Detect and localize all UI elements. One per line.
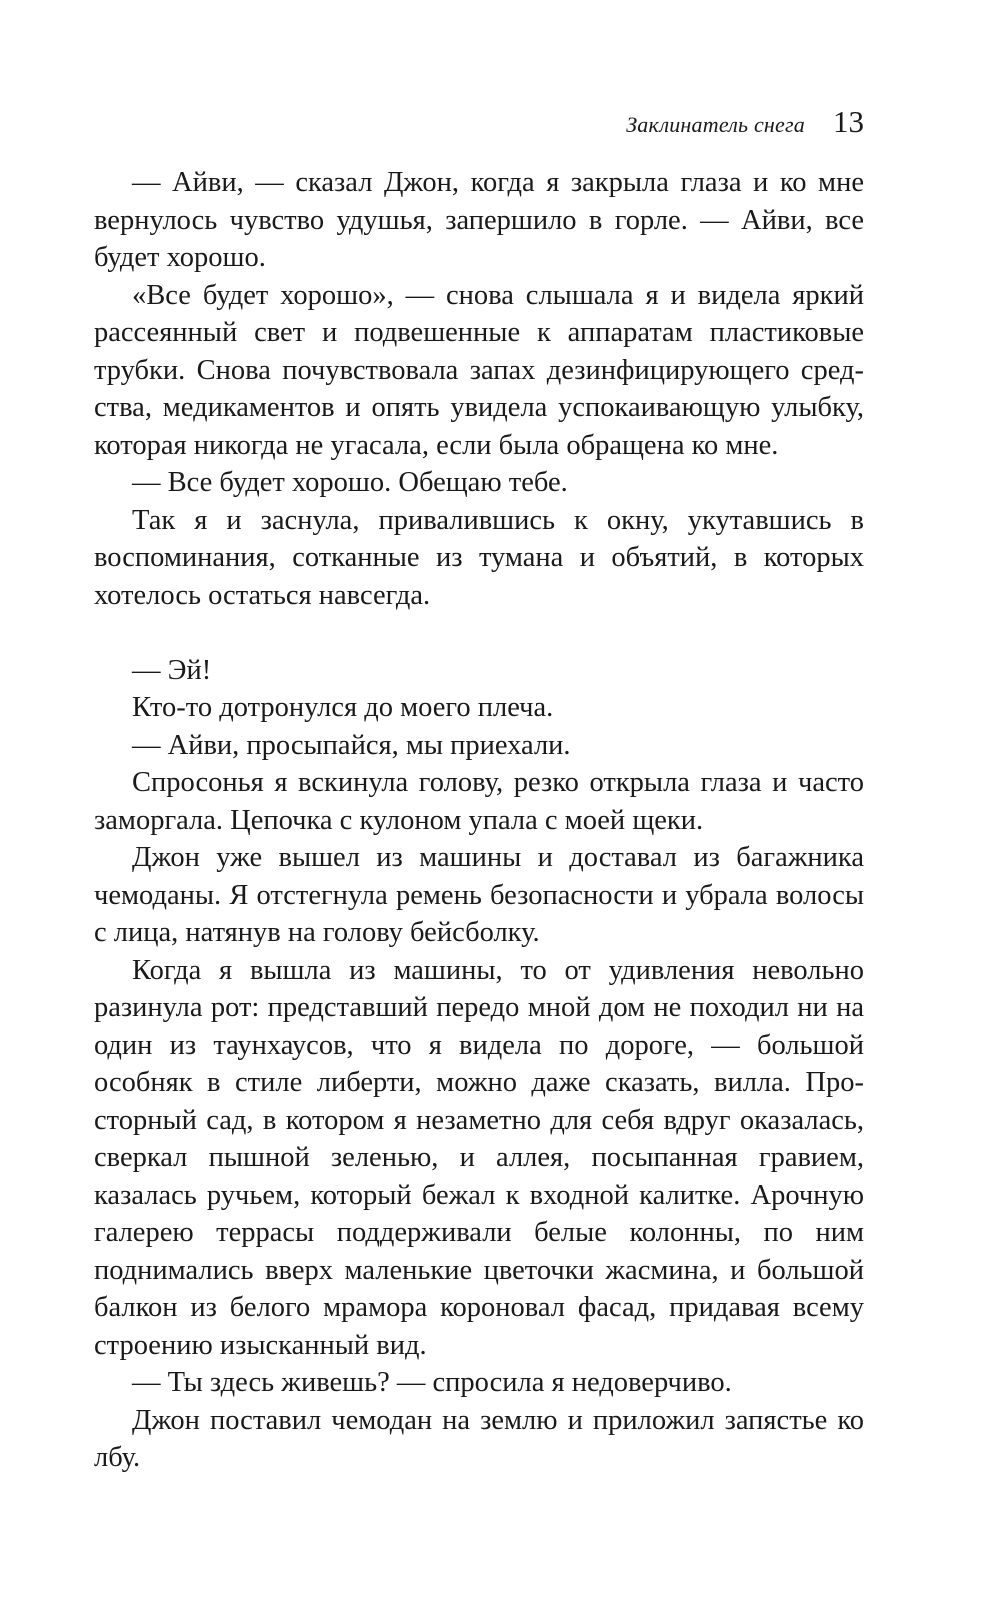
running-head bbox=[626, 104, 864, 140]
running-title: Заклинатель снега bbox=[626, 112, 805, 137]
paragraph: Так я и заснула, привалившись к окну, укутавшись в воспоминания, сотканные из тумана и объятий, в которых хотелось остаться навсегда. bbox=[94, 504, 864, 611]
paragraph: — Ты здесь живешь? — спросила я недоверчиво. bbox=[132, 1367, 732, 1398]
body-text bbox=[94, 164, 864, 1477]
page-number: 13 bbox=[833, 104, 864, 139]
paragraph: «Все будет хорошо», — снова слышала я и видела яркий рассеянный свет и подвешенные к аппаратам пластиковые трубки. Снова почувствовала запах дезинфицирующего средства, медикаментов и опять увидела успокаивающую улыбку, которая никогда не угасала, если была обращена ко мне. bbox=[94, 279, 864, 461]
section-break bbox=[94, 614, 864, 652]
paragraph: Кто-то дотронулся до моего плеча. bbox=[132, 692, 554, 723]
paragraph: — Эй! bbox=[132, 654, 212, 686]
paragraph: — Все будет хорошо. Обещаю тебе. bbox=[132, 467, 568, 498]
paragraph: Джон уже вышел из машины и доставал из багажника чемоданы. Я отстегнула ремень безопасности и убрала волосы с лица, натянув на голову бейсболку. bbox=[94, 842, 864, 948]
paragraph: Джон поставил чемодан на землю и приложил запястье ко лбу. bbox=[94, 1404, 864, 1473]
paragraph: Спросонья я вскинула голову, резко открыла глаза и часто заморгала. Цепочка с кулоном упала с моей щеки. bbox=[94, 767, 864, 836]
paragraph: Когда я вышла из машины, то от удивления невольно разинула рот: представший передо мной дом не походил ни на один из таунхаусов, что я видела по дороге, — большой особняк в стиле либерти, можно даже сказать, вилла. Просторный сад, в котором я незаметно для себя вдруг оказалась, сверкал пышной зеленью, и аллея, посыпанная гравием, казалась ручьем, который бежал к входной калитке. Арочную галерею террасы поддерживали белые колонны, по ним поднимались вверх маленькие цветочки жасмина, и большой балкон из белого мрамора короновал фасад, придавая всему строению изысканный вид. bbox=[94, 954, 864, 1361]
paragraph: — Айви, просыпайся, мы приехали. bbox=[132, 729, 571, 761]
paragraph: — Айви, — сказал Джон, когда я закрыла глаза и ко мне вернулось чувство удушья, запершило в горле. — Айви, все будет хорошо. bbox=[94, 167, 864, 273]
